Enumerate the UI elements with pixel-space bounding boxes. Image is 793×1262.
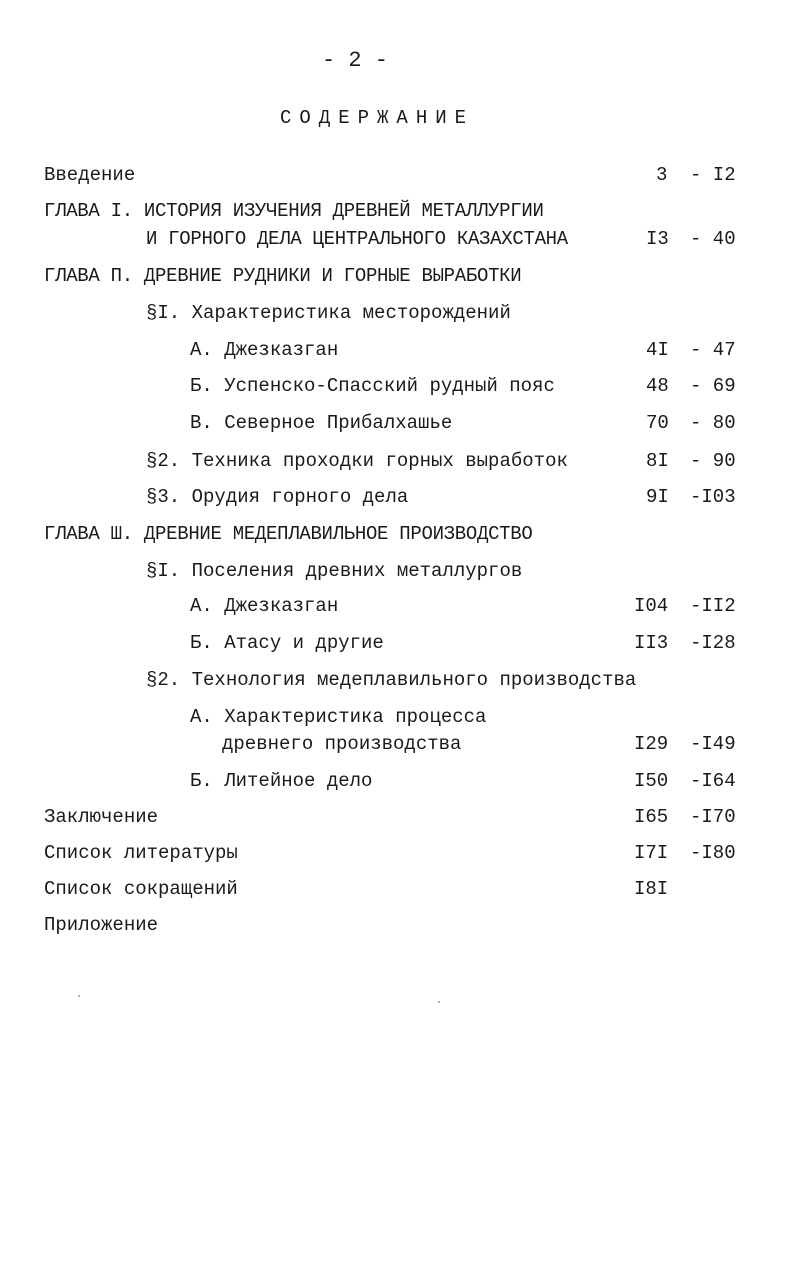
toc-page-to: -I28 <box>690 632 736 654</box>
toc-entry-bibliography: Список литературы <box>44 842 238 864</box>
toc-page-to: - 69 <box>690 375 736 397</box>
toc-page-from: II3 <box>634 632 669 654</box>
toc-page-from: 48 <box>646 375 669 397</box>
toc-entry-section: §I. Поселения древних металлургов <box>146 560 523 582</box>
toc-entry-subsection: А. Характеристика процесса <box>190 706 487 728</box>
toc-entry-subsection-cont: древнего производства <box>222 733 462 755</box>
toc-entry-subsection: Б. Атасу и другие <box>190 632 384 654</box>
toc-page-to: - 40 <box>690 228 736 250</box>
page-title: СОДЕРЖАНИЕ <box>280 107 475 129</box>
toc-page-to: - 47 <box>690 339 736 361</box>
toc-page-to: -I49 <box>690 733 736 755</box>
toc-entry-abbreviations: Список сокращений <box>44 878 238 900</box>
toc-entry-chapter-1: ГЛАВА I. ИСТОРИЯ ИЗУЧЕНИЯ ДРЕВНЕЙ МЕТАЛЛУРГИИ <box>44 200 544 222</box>
toc-entry-section: §2. Техника проходки горных выработок <box>146 450 568 472</box>
toc-page-from: 4I <box>646 339 669 361</box>
toc-page-to: -II2 <box>690 595 736 617</box>
page-number: - 2 - <box>322 48 389 73</box>
toc-entry-subsection: В. Северное Прибалхашье <box>190 412 453 434</box>
toc-page-from: 3 <box>656 164 668 186</box>
toc-page-from: I29 <box>634 733 669 755</box>
toc-page-to: -I64 <box>690 770 736 792</box>
toc-entry-conclusion: Заключение <box>44 806 159 828</box>
toc-page-to: - I2 <box>690 164 736 186</box>
toc-entry-section: §2. Технология медеплавильного производства <box>146 669 637 691</box>
toc-entry-subsection: А. Джезказган <box>190 595 339 617</box>
toc-page-from: 70 <box>646 412 669 434</box>
toc-page-to: -I70 <box>690 806 736 828</box>
toc-entry-chapter-3: ГЛАВА Ш. ДРЕВНИЕ МЕДЕПЛАВИЛЬНОЕ ПРОИЗВОДСТВО <box>44 523 533 545</box>
toc-entry-chapter-2: ГЛАВА П. ДРЕВНИЕ РУДНИКИ И ГОРНЫЕ ВЫРАБОТКИ <box>44 265 522 287</box>
toc-page-to: -I80 <box>690 842 736 864</box>
toc-page-from: 8I <box>646 450 669 472</box>
toc-entry-subsection: Б. Успенско-Спасский рудный пояс <box>190 375 555 397</box>
toc-entry-section: §3. Орудия горного дела <box>146 486 409 508</box>
toc-entry-section: §I. Характеристика месторождений <box>146 302 511 324</box>
scan-speck <box>438 1001 440 1003</box>
toc-page-to: - 90 <box>690 450 736 472</box>
toc-entry-introduction: Введение <box>44 164 136 186</box>
toc-entry-chapter-1-cont: И ГОРНОГО ДЕЛА ЦЕНТРАЛЬНОГО КАЗАХСТАНА <box>146 228 568 250</box>
toc-entry-subsection: Б. Литейное дело <box>190 770 373 792</box>
scan-speck <box>78 995 80 997</box>
toc-entry-appendix: Приложение <box>44 914 159 936</box>
toc-page-from: I3 <box>646 228 669 250</box>
toc-page-to: - 80 <box>690 412 736 434</box>
toc-page-from: 9I <box>646 486 669 508</box>
toc-page-from: I04 <box>634 595 669 617</box>
toc-page-from: I50 <box>634 770 669 792</box>
toc-page-from: I65 <box>634 806 669 828</box>
toc-entry-subsection: А. Джезказган <box>190 339 339 361</box>
toc-page-to: -I03 <box>690 486 736 508</box>
toc-page-from: I8I <box>634 878 669 900</box>
toc-page-from: I7I <box>634 842 669 864</box>
